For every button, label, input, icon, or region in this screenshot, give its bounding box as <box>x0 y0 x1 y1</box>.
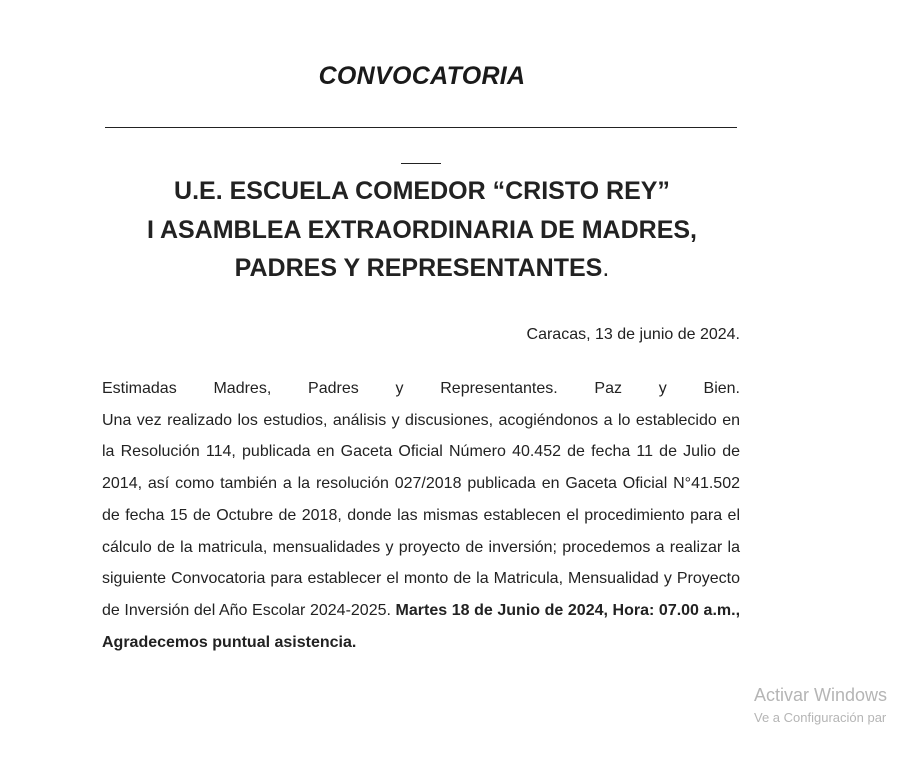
watermark-title: Activar Windows <box>754 685 888 705</box>
body-paragraph <box>102 373 740 658</box>
school-name: U.E. ESCUELA COMEDOR “CRISTO REY” <box>174 177 670 205</box>
greeting-line: Estimadas Madres, Padres y Representantes. Paz y Bien. <box>102 380 740 397</box>
meeting-details: Martes 18 de Junio de 2024, Hora: 07.00 a.m., Agradecemos puntual asistencia. <box>102 601 741 651</box>
title-divider <box>105 127 737 128</box>
short-divider <box>401 163 441 164</box>
assembly-title-line-2 <box>102 249 742 288</box>
assembly-title-period: . <box>602 254 610 282</box>
school-heading <box>102 172 742 288</box>
document-title: CONVOCATORIA <box>318 62 526 90</box>
assembly-title-line-2-text: PADRES Y REPRESENTANTES <box>234 254 603 282</box>
body-text: Una vez realizado los estudios, análisis y discusiones, acogiéndonos a lo establecido en la Resolución 114, publicada en Gaceta Oficial Número 40.452 de fecha 11 de Julio de 2014, así como también a la resolución 027/2018 publicada en Gaceta Oficial N°41.502 de fecha 15 de Octubre de 2018, donde las mismas establecen el procedimiento para el cálculo de la matricula, mensualidades y proyecto de inversión; procedemos a realizar la siguiente Convocatoria para establecer el monto de la Matricula, Mensualidad y Proyecto de Inversión del Año Escolar 2024-2025. <box>102 411 740 619</box>
watermark-subtitle: Ve a Configuración par <box>754 710 887 725</box>
windows-activation-watermark <box>754 684 887 728</box>
assembly-title-line-1: I ASAMBLEA EXTRAORDINARIA DE MADRES, <box>146 215 697 244</box>
date-line: Caracas, 13 de junio de 2024. <box>526 326 740 343</box>
